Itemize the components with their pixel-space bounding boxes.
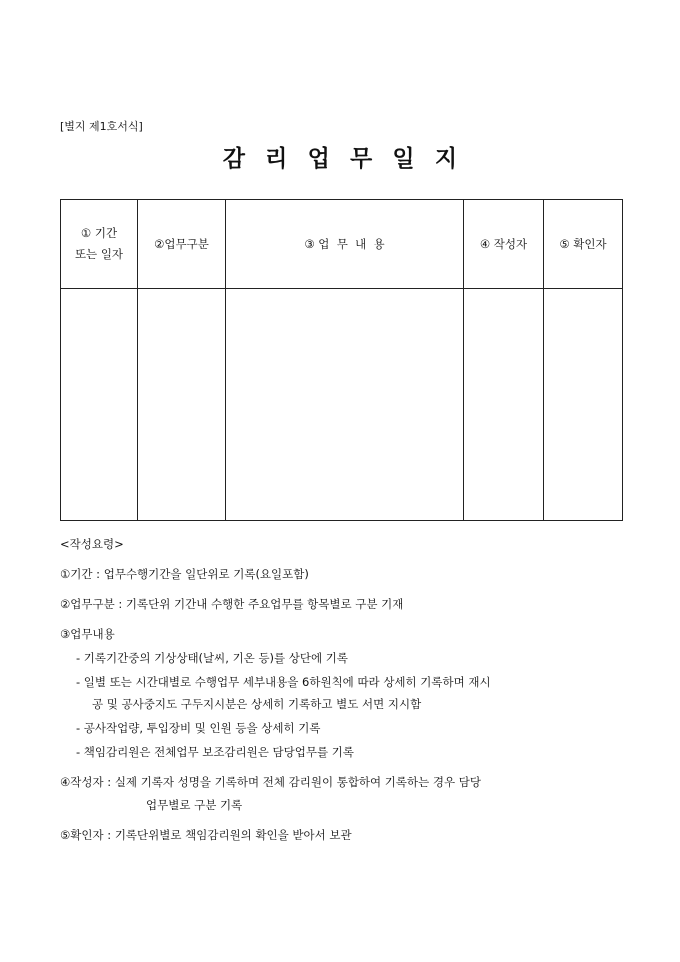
guide-content-details-cont: 공 및 공사중지도 구두지시분은 상세히 기록하고 별도 서면 지시함: [92, 697, 422, 711]
cell-content[interactable]: [226, 289, 464, 521]
title-char: 리: [265, 145, 288, 172]
guide-content-workload: - 공사작업량, 투입장비 및 인원 등을 상세히 기록: [76, 721, 321, 735]
guide-heading: <작성요령>: [60, 537, 124, 551]
title-char: 지: [434, 145, 458, 172]
guide-item-content: ③업무내용: [60, 627, 115, 641]
title-char: 일: [392, 145, 415, 172]
guide-item-category: ②업무구분 : 기록단위 기간내 수행한 주요업무를 항목별로 구분 기재: [60, 597, 404, 611]
supervision-log-table: [60, 199, 623, 521]
guide-content-weather: - 기록기간중의 기상상태(날씨, 기온 등)를 상단에 기록: [76, 651, 348, 665]
title-char: 업: [307, 145, 330, 172]
guide-item-period: ①기간 : 업무수행기간을 일단위로 기록(요일포함): [60, 567, 309, 581]
header-category: ②업무구분: [138, 200, 226, 289]
guide-item-writer: ④작성자 : 실제 기록자 성명을 기록하며 전체 감리원이 통합하여 기록하는 경우 담당: [60, 775, 481, 789]
form-number-label: [별지 제1호서식]: [60, 120, 143, 133]
title-char: 무: [350, 145, 373, 172]
cell-category[interactable]: [138, 289, 226, 521]
header-writer: ④ 작성자: [464, 200, 544, 289]
guide-content-details: - 일별 또는 시간대별로 수행업무 세부내용을 6하원칙에 따라 상세히 기록하며 재시: [76, 675, 491, 689]
guide-item-confirmer: ⑤확인자 : 기록단위별로 책임감리원의 확인을 받아서 보관: [60, 828, 352, 842]
title-char: 감: [222, 145, 246, 172]
table-header-row: [61, 200, 623, 289]
header-content: ③ 업 무 내 용: [226, 200, 464, 289]
cell-period[interactable]: [61, 289, 138, 521]
header-confirmer: ⑤ 확인자: [544, 200, 623, 289]
cell-writer[interactable]: [464, 289, 544, 521]
guide-content-responsibility: - 책임감리원은 전체업무 보조감리원은 담당업무를 기록: [76, 745, 354, 759]
cell-confirmer[interactable]: [544, 289, 623, 521]
guide-item-writer-cont: 업무별로 구분 기록: [146, 798, 243, 812]
header-period-line1: ① 기간: [80, 226, 118, 240]
table-body-row: [61, 289, 623, 521]
header-period-line2: 또는 일자: [74, 247, 124, 261]
header-period: [61, 200, 138, 289]
document-title: [0, 140, 680, 173]
